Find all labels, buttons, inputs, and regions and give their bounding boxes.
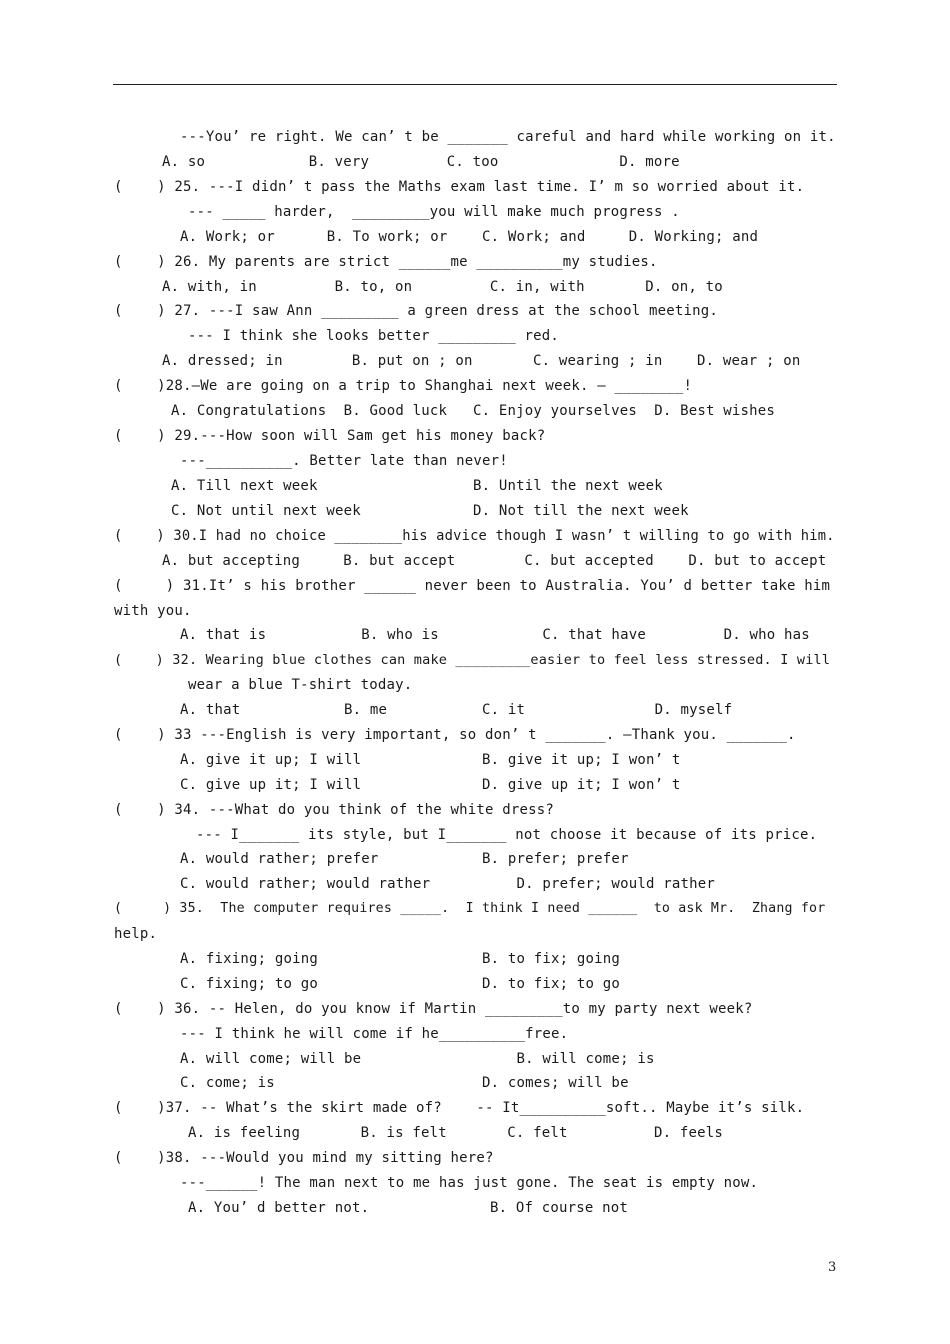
text-line: A. You’ d better not. B. Of course not bbox=[188, 1200, 629, 1216]
text-line: with you. bbox=[114, 603, 192, 619]
text-line: ( ) 35. The computer requires _____. I think I need ______ to ask Mr. Zhang for bbox=[114, 901, 826, 916]
text-line: A. give it up; I will B. give it up; I won’ t bbox=[180, 752, 681, 768]
text-line: ( ) 33 ---English is very important, so don’ t _______. —Thank you. _______. bbox=[114, 727, 796, 743]
text-line: ---______! The man next to me has just gone. The seat is empty now. bbox=[180, 1175, 759, 1191]
text-line: help. bbox=[114, 926, 158, 942]
text-line: --- I think she looks better _________ red. bbox=[188, 328, 560, 344]
text-line: ( ) 34. ---What do you think of the white dress? bbox=[114, 802, 555, 818]
text-line: C. fixing; to go D. to fix; to go bbox=[180, 976, 621, 992]
text-line: C. give up it; I will D. give up it; I won’ t bbox=[180, 777, 681, 793]
header-rule bbox=[113, 84, 837, 85]
text-line: A. with, in B. to, on C. in, with D. on, to bbox=[162, 279, 723, 295]
text-line: ( ) 31.It’ s his brother ______ never been to Australia. You’ d better take him bbox=[114, 578, 831, 594]
text-line: A. that is B. who is C. that have D. who has bbox=[180, 627, 810, 643]
text-line: C. come; is D. comes; will be bbox=[180, 1075, 629, 1091]
text-line: --- _____ harder, _________you will make much progress . bbox=[188, 204, 680, 220]
text-line: A. fixing; going B. to fix; going bbox=[180, 951, 621, 967]
text-line: A. dressed; in B. put on ; on C. wearing ; in D. wear ; on bbox=[162, 353, 801, 369]
text-line: ( ) 25. ---I didn’ t pass the Maths exam last time. I’ m so worried about it. bbox=[114, 179, 805, 195]
text-line: A. but accepting B. but accept C. but accepted D. but to accept bbox=[162, 553, 827, 569]
text-line: ( ) 36. -- Helen, do you know if Martin _________to my party next week? bbox=[114, 1001, 753, 1017]
text-line: ( ) 32. Wearing blue clothes can make _________easier to feel less stressed. I will bbox=[114, 652, 831, 668]
text-line: --- I_______ its style, but I_______ not choose it because of its price. bbox=[196, 827, 818, 843]
text-line: ( ) 29.---How soon will Sam get his money back? bbox=[114, 428, 546, 444]
text-line: C. Not until next week D. Not till the next week bbox=[171, 503, 689, 519]
text-line: ---__________. Better late than never! bbox=[180, 453, 508, 469]
text-line: ( )28.—We are going on a trip to Shanghai next week. — ________! bbox=[114, 378, 693, 394]
text-line: ( ) 27. ---I saw Ann _________ a green dress at the school meeting. bbox=[114, 303, 719, 319]
text-line: A. Till next week B. Until the next week bbox=[171, 478, 663, 494]
text-line: A. is feeling B. is felt C. felt D. feels bbox=[188, 1125, 723, 1141]
page-number: 3 bbox=[828, 1260, 837, 1275]
text-line: A. Congratulations B. Good luck C. Enjoy yourselves D. Best wishes bbox=[171, 403, 776, 419]
text-line: ---You’ re right. We can’ t be _______ careful and hard while working on it. bbox=[180, 129, 836, 145]
text-line: ( ) 26. My parents are strict ______me __________my studies. bbox=[114, 254, 658, 270]
text-line: A. would rather; prefer B. prefer; prefer bbox=[180, 851, 629, 867]
text-line: A. that B. me C. it D. myself bbox=[180, 702, 733, 718]
text-line: A. Work; or B. To work; or C. Work; and D. Working; and bbox=[180, 229, 759, 245]
text-line: A. will come; will be B. will come; is bbox=[180, 1051, 655, 1067]
text-line: ( )37. -- What’s the skirt made of? -- It__________soft.. Maybe it’s silk. bbox=[114, 1100, 805, 1116]
text-line: A. so B. very C. too D. more bbox=[162, 154, 680, 170]
text-line: ( ) 30.I had no choice ________his advice though I wasn’ t willing to go with him. bbox=[114, 528, 835, 544]
text-line: C. would rather; would rather D. prefer; would rather bbox=[180, 876, 715, 892]
text-line: ( )38. ---Would you mind my sitting here? bbox=[114, 1150, 494, 1166]
text-line: wear a blue T-shirt today. bbox=[188, 677, 413, 693]
text-line: --- I think he will come if he__________free. bbox=[180, 1026, 569, 1042]
